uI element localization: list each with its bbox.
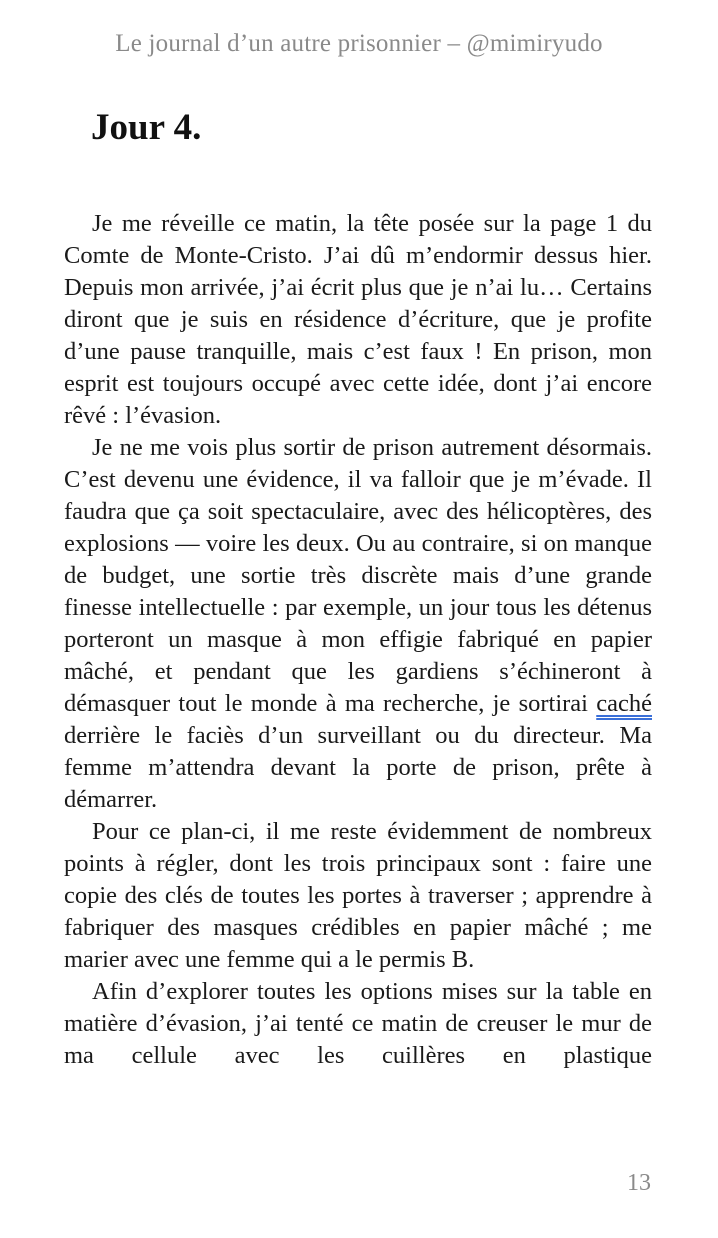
body-text [64,208,652,1108]
page-number: 13 [627,1170,651,1196]
paragraph-2-text-start: Je ne me vois plus sortir de prison autrement désormais. C’est devenu une évidence, il va falloir que je m’évade. Il faudra que ça soit spectaculaire, avec des hélicoptères, des explosions — voire les deux. Ou au contraire, si on manque de budget, une sortie très discrète mais d’une grande finesse intellectuelle : par exemple, un jour tous les détenus porteront un masque à mon effigie fabriqué en papier mâché, et pendant que les gardiens s’échineront à démasquer tout le monde à ma recherche, je sortirai [64,434,652,717]
paragraph-2 [64,432,652,816]
running-header: Le journal d’un autre prisonnier – @mimiryudo [115,30,603,57]
paragraph-3: Pour ce plan-ci, il me reste évidemment de nombreux points à régler, dont les trois principaux sont : faire une copie des clés de toutes les portes à traverser ; apprendre à fabriquer des masques crédibles en papier mâché ; me marier avec une femme qui a le permis B. [64,818,652,973]
paragraph-4: Afin d’explorer toutes les options mises sur la table en matière d’évasion, j’ai tenté ce matin de creuser le mur de ma cellule avec les cuillères en plastique [64,978,652,1069]
paragraph-1: Je me réveille ce matin, la tête posée sur la page 1 du Comte de Monte-Cristo. J’ai dû m’endormir dessus hier. Depuis mon arrivée, j’ai écrit plus que je n’ai lu… Certains diront que je suis en résidence d’écriture, que je profite d’une pause tranquille, mais c’est faux ! En prison, mon esprit est toujours occupé avec cette idée, dont j’ai encore rêvé : l’évasion. [64,210,652,429]
paragraph-2-text-end: derrière le faciès d’un surveillant ou du directeur. Ma femme m’attendra devant la porte de prison, prête à démarrer. [64,722,652,813]
spellcheck-flagged-word[interactable]: caché [596,690,652,717]
chapter-title: Jour 4. [91,107,202,148]
